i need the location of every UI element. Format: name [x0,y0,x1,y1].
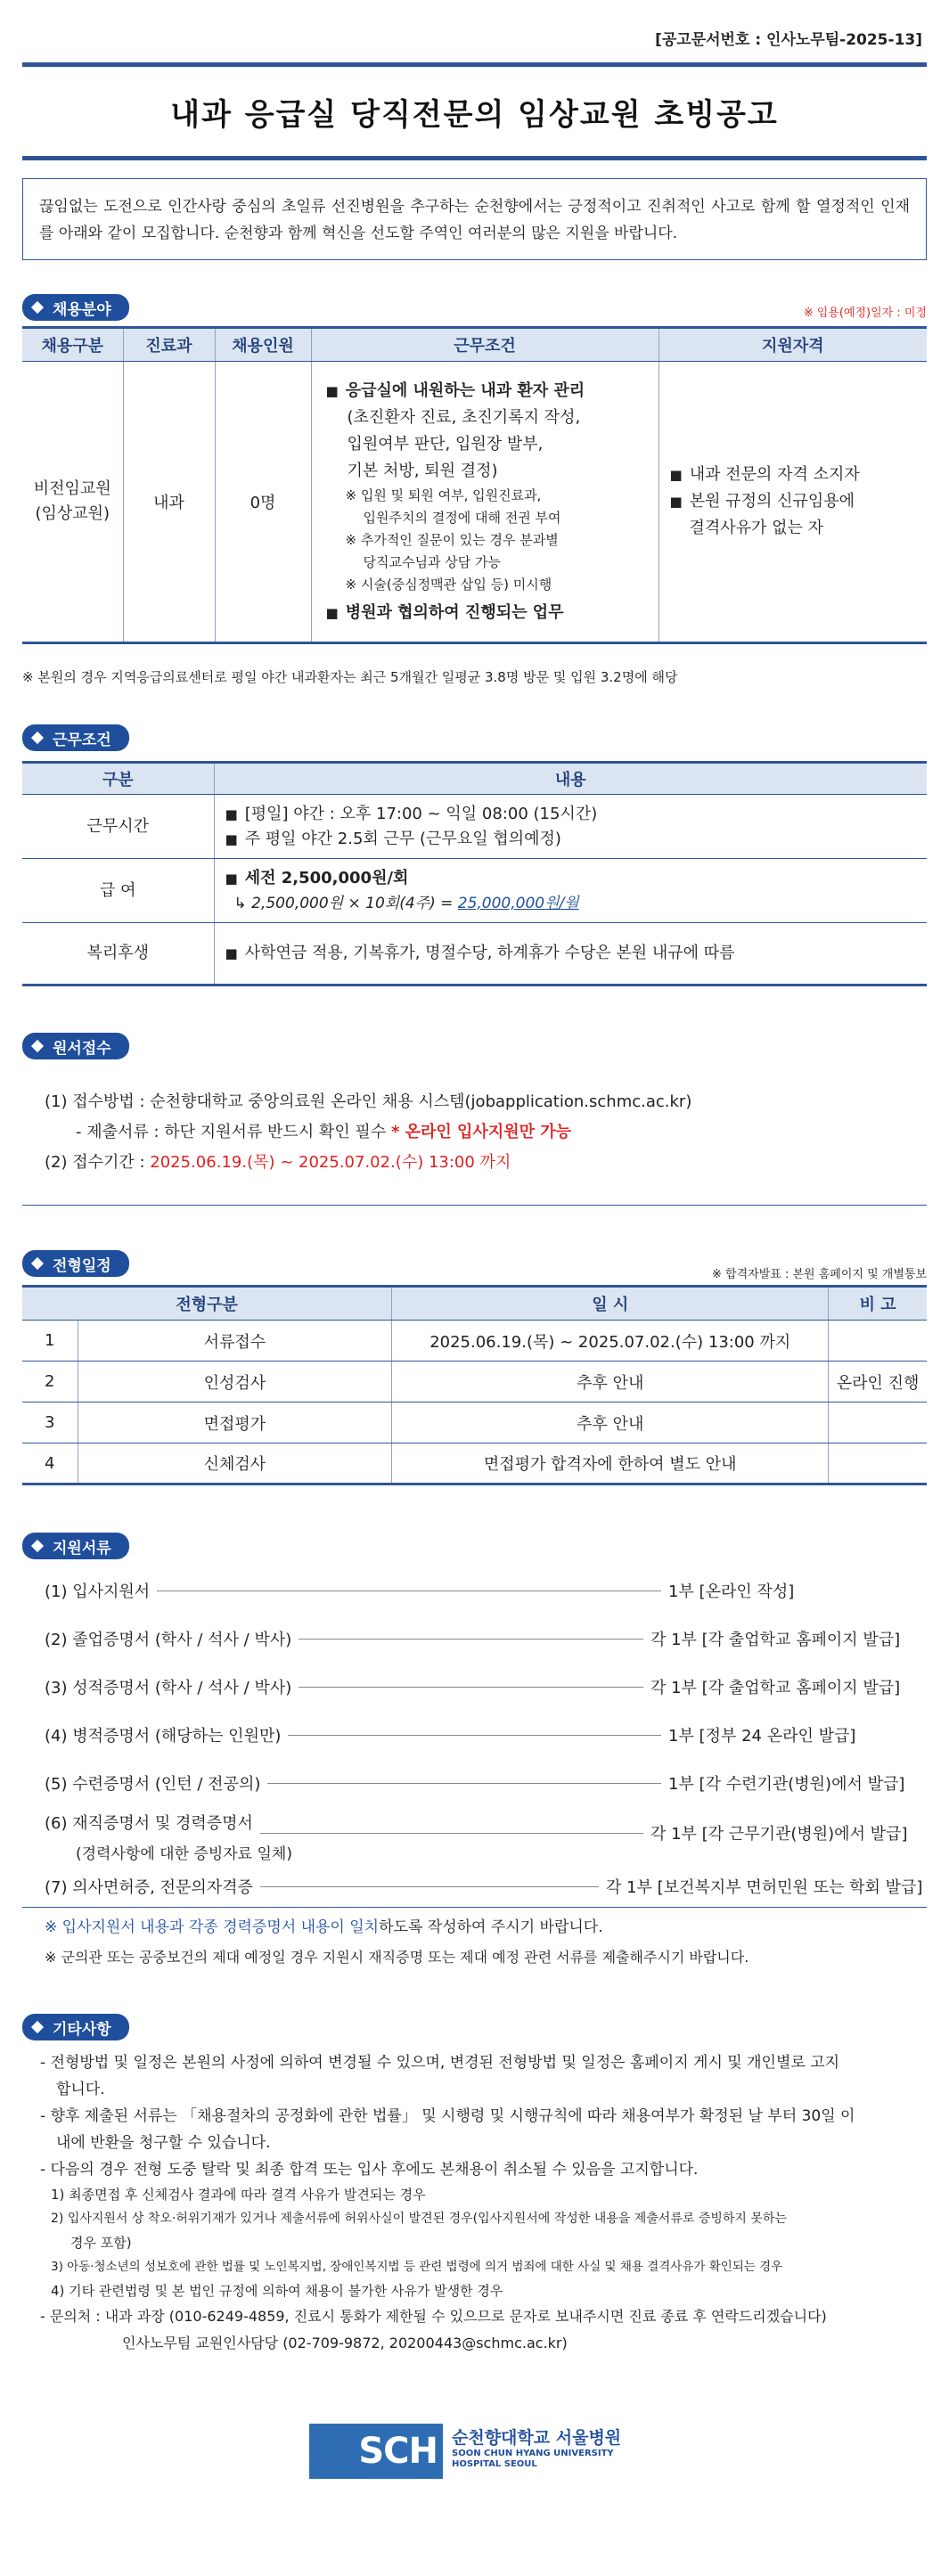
docs-note-rest: 하도록 작성하여 주시기 바랍니다. [379,1918,603,1936]
divider [22,1907,927,1908]
table-header: 구분 [22,763,214,795]
list-item [45,1873,927,1900]
etc-line: - 문의처 : 내과 과장 (010-6249-4859, 진료시 통화가 제한될 수 있으므로 문자로 보내주시면 진료 종료 후 연락드리겠습니다) [40,2308,827,2325]
apply-period-line [45,1148,691,1178]
table-header: 진료과 [123,328,215,362]
table-row [22,1402,927,1443]
docs-note-1 [45,1912,749,1942]
doc-name: (4) 병적증명서 (해당하는 인원만) [45,1727,282,1746]
table-header: 비 고 [829,1287,927,1321]
leader-line [288,1735,661,1736]
recruit-type-cell [22,362,123,643]
announcement-note: ※ 합격자발표 : 본원 홈페이지 및 개별통보 [712,1268,927,1281]
row-note [829,1443,927,1484]
condition-ref: ※ 시술(중심정맥관 삽입 등) 미시행 [345,576,552,593]
apply-period: 2025.06.19.(목) ~ 2025.07.02.(수) 13:00 까지 [150,1153,511,1172]
doc-qty: 1부 [각 수련기관(병원)에서 발급] [668,1775,905,1794]
doc-name: (7) 의사면허증, 전문의자격증 [45,1878,253,1897]
logo-text [443,2424,641,2479]
section-header-schedule [22,1250,129,1277]
pay-cell [214,859,927,923]
recruit-table [22,326,927,644]
table-header: 채용인원 [215,328,311,362]
condition-ref: ※ 추가적인 질문이 있는 경우 분과별 [345,531,559,548]
etc-line: - 다음의 경우 전형 도중 탈락 및 최종 합격 또는 입사 후에도 본채용이 취소될 수 있음을 고지합니다. [40,2161,699,2179]
doc-name: (1) 입사지원서 [45,1582,151,1601]
row-date: 2025.06.19.(목) ~ 2025.07.02.(수) 13:00 까지 [392,1321,829,1362]
section-title: 원서접수 [53,1039,111,1058]
doc-qty: 1부 [정부 24 온라인 발급] [668,1727,856,1746]
doc-name: (2) 졸업증명서 (학사 / 석사 / 박사) [45,1631,292,1649]
work-hours-cell [214,795,927,859]
diamond-icon [31,732,44,744]
recruit-type: 비전임교원 [33,479,111,498]
row-note [829,1321,927,1362]
condition-ref: 당직교수님과 상담 가능 [363,553,501,570]
list-item [45,1673,927,1700]
pay-calc-prefix: ↳ 2,500,000원 × 10회(4주) = [233,894,458,912]
pay-line: ■ 세전 2,500,000원/회 [225,866,917,891]
list-item [45,1721,927,1748]
work-hours-label: 근무시간 [22,795,214,859]
diamond-icon [31,1257,44,1270]
section-title: 근무조건 [53,731,111,749]
etc-block [40,2049,922,2357]
recruit-type-sub: (임상교원) [35,504,110,523]
condition-line: 기본 처방, 퇴원 결정) [347,461,498,480]
leader-line [299,1687,643,1688]
row-type: 면접평가 [78,1402,392,1443]
condition-last: ■ 병원과 협의하여 진행되는 업무 [326,600,650,626]
table-header: 지원자격 [659,328,927,362]
logo-name-kr: 순천향대학교 서울병원 [452,2428,622,2448]
section-header-work [22,724,129,751]
row-number: 3 [22,1402,78,1443]
logo-name-en-2: HOSPITAL SEOUL [452,2459,537,2469]
condition-ref: 입원주치의 결정에 대해 전권 부여 [363,509,561,526]
count-cell: 0명 [215,362,311,643]
work-hours-line: ■ [평일] 야간 : 오후 17:00 ~ 익일 08:00 (15시간) [225,802,917,827]
diamond-icon [31,1540,44,1552]
etc-line: - 향후 제출된 서류는 「채용절차의 공정화에 관한 법률」 및 시행령 및 시행규칙에 따라 채용여부가 확정된 날 부터 30일 이 [40,2107,855,2125]
work-hours-line: ■ 주 평일 야간 2.5회 근무 (근무요일 협의예정) [225,827,917,852]
document-number: [공고문서번호 : 인사노무팀-2025-13] [655,31,922,49]
etc-line: 합니다. [56,2081,105,2098]
table-row [22,1362,927,1402]
docs-notes [45,1912,749,1973]
logo-name-en: SOON CHUN HYANG UNIVERSITY [452,2449,614,2458]
docs-note-2: ※ 군의관 또는 공중보건의 제대 예정일 경우 지원시 재직증명 또는 제대 예정 관련 서류를 제출해주시기 바랍니다. [45,1949,749,1966]
row-type: 서류접수 [78,1321,392,1362]
table-row [22,1443,927,1484]
title-banner [22,62,927,160]
work-table [22,761,927,986]
welfare-label: 복리후생 [22,923,214,985]
row-number: 4 [22,1443,78,1484]
table-header: 전형구분 [22,1287,392,1321]
recruit-footnote: ※ 본원의 경우 지역응급의료센터로 평일 야간 내과환자는 최근 5개월간 일평균 3.8명 방문 및 입원 3.2명에 해당 [22,669,678,685]
list-item [45,1770,927,1796]
leader-line [260,1833,643,1834]
divider [22,1205,927,1206]
condition-ref: ※ 입원 및 퇴원 여부, 입원진료과, [345,487,542,503]
apply-block [45,1087,691,1178]
pay-total: 25,000,000원/월 [457,894,579,912]
etc-line: - 전형방법 및 일정은 본원의 사정에 의하여 변경될 수 있으며, 변경된 전형방법 및 일정은 홈페이지 게시 및 개인별로 고지 [40,2054,840,2072]
doc-qty: 1부 [온라인 작성] [668,1582,795,1601]
doc-name: (6) 재직증명서 및 경력증명서 [45,1814,253,1833]
diamond-icon [31,1040,44,1052]
section-header-apply [22,1033,129,1059]
pay-label: 급 여 [22,859,214,923]
leader-line [267,1783,661,1784]
section-header-docs [22,1533,129,1559]
apply-docs-prefix: - 제출서류 : 하단 지원서류 반드시 확인 필수 [76,1123,391,1141]
row-note [829,1402,927,1443]
table-header: 채용구분 [22,328,123,362]
qualification-item: ■ 본원 규정의 신규임용에 [670,488,919,515]
etc-sub: 1) 최종면접 후 신체검사 결과에 따라 결격 사유가 발견되는 경우 [51,2187,426,2203]
row-date: 면접평가 합격자에 한하여 별도 안내 [392,1443,829,1484]
doc-name: (3) 성적증명서 (학사 / 석사 / 박사) [45,1679,292,1697]
apply-method: (1) 접수방법 : 순천향대학교 중앙의료원 온라인 채용 시스템(jobapplication.schmc.ac.kr) [45,1092,692,1111]
logo-mark: SCH [358,2431,438,2472]
dept-cell: 내과 [123,362,215,643]
pay-calc [225,891,917,916]
section-header-recruit [22,294,129,321]
apply-docs-line [45,1117,691,1148]
row-number: 2 [22,1362,78,1402]
condition-line: (초진환자 진료, 초진기록지 작성, [347,407,581,427]
etc-line: 인사노무팀 교원인사담당 (02-709-9872, 20200443@schmc.ac.kr) [122,2335,568,2351]
list-item [45,1577,927,1604]
doc-qty: 각 1부 [각 출업학교 홈페이지 발급] [650,1631,901,1649]
intro-box: 끊임없는 도전으로 인간사랑 중심의 초일류 선진병원을 추구하는 순천향에서는 긍정적이고 진취적인 사고로 함께 할 열정적인 인재를 아래와 같이 모집합니다. 순천향과 함께 혁신을 선도할 주역인 여러분의 많은 지원을 바랍니다. [22,178,927,260]
etc-sub: 4) 기타 관련법령 및 본 법인 규정에 의하여 채용이 불가한 사유가 발생한 경우 [51,2283,503,2299]
etc-line: 내에 반환을 청구할 수 있습니다. [56,2134,271,2152]
row-date: 추후 안내 [392,1402,829,1443]
row-type: 신체검사 [78,1443,392,1484]
condition-cell [311,362,659,643]
section-title: 지원서류 [53,1539,111,1558]
qualification-item-cont: 결격사유가 없는 자 [689,519,824,537]
table-header: 내용 [214,763,927,795]
apply-period-prefix: (2) 접수기간 : [45,1153,151,1172]
diamond-icon [31,2021,44,2033]
diamond-icon [31,301,44,314]
condition-line: 입원여부 판단, 입원장 발부, [347,434,544,454]
row-number: 1 [22,1321,78,1362]
section-title: 전형일정 [53,1256,111,1275]
leader-line [260,1886,599,1887]
etc-sub: 3) 아동·청소년의 성보호에 관한 법률 및 노인복지법, 장애인복지법 등 관련 법령에 의거 범죄에 대한 사실 및 채용 결격사유가 확인되는 경우 [51,2260,783,2274]
etc-sub: 2) 입사지원서 상 착오·허위기재가 있거나 제출서류에 허위사실이 발견된 경우(입사지원서에 작성한 내용을 제출서류로 증빙하지 못하는 [51,2212,787,2226]
hospital-logo [309,2424,641,2479]
table-header: 일 시 [392,1287,829,1321]
doc-qty: 각 1부 [보건복지부 면허민원 또는 학회 발급] [606,1878,923,1897]
apply-online-only: * 온라인 입사지원만 가능 [390,1123,572,1141]
doc-qty: 각 1부 [각 출업학교 홈페이지 발급] [650,1679,901,1697]
table-row [22,1321,927,1362]
leader-line [299,1639,643,1640]
qualification-item: ■ 내과 전문의 자격 소지자 [670,462,919,488]
etc-sub: 경우 포함) [70,2235,132,2251]
doc-sub-note: (경력사항에 대한 증빙자료 일체) [76,1845,292,1863]
qualification-cell [659,362,927,643]
schedule-table [22,1285,927,1485]
row-date: 추후 안내 [392,1362,829,1402]
row-note: 온라인 진행 [829,1362,927,1402]
section-header-etc [22,2014,129,2040]
row-type: 인성검사 [78,1362,392,1402]
appointment-date-note: ※ 임용(예정)일자 : 미정 [803,307,927,320]
section-title: 채용분야 [53,300,111,319]
condition-title: ■ 응급실에 내원하는 내과 환자 관리 [326,378,650,405]
doc-name: (5) 수련증명서 (인턴 / 전공의) [45,1775,261,1794]
doc-qty: 각 1부 [각 근무기관(병원)에서 발급] [650,1825,908,1844]
docs-list [45,1577,927,1916]
table-header: 근무조건 [311,328,659,362]
section-title: 기타사항 [53,2020,111,2039]
welfare-cell [214,923,927,985]
welfare-line: ■ 사학연금 적용, 기복휴가, 명절수당, 하계휴가 수당은 본원 내규에 따름 [225,941,917,966]
docs-note-emph: ※ 입사지원서 내용과 각종 경력증명서 내용이 일치 [45,1918,380,1936]
list-item [45,1625,927,1652]
page-title: 내과 응급실 당직전문의 임상교원 초빙공고 [170,96,779,133]
